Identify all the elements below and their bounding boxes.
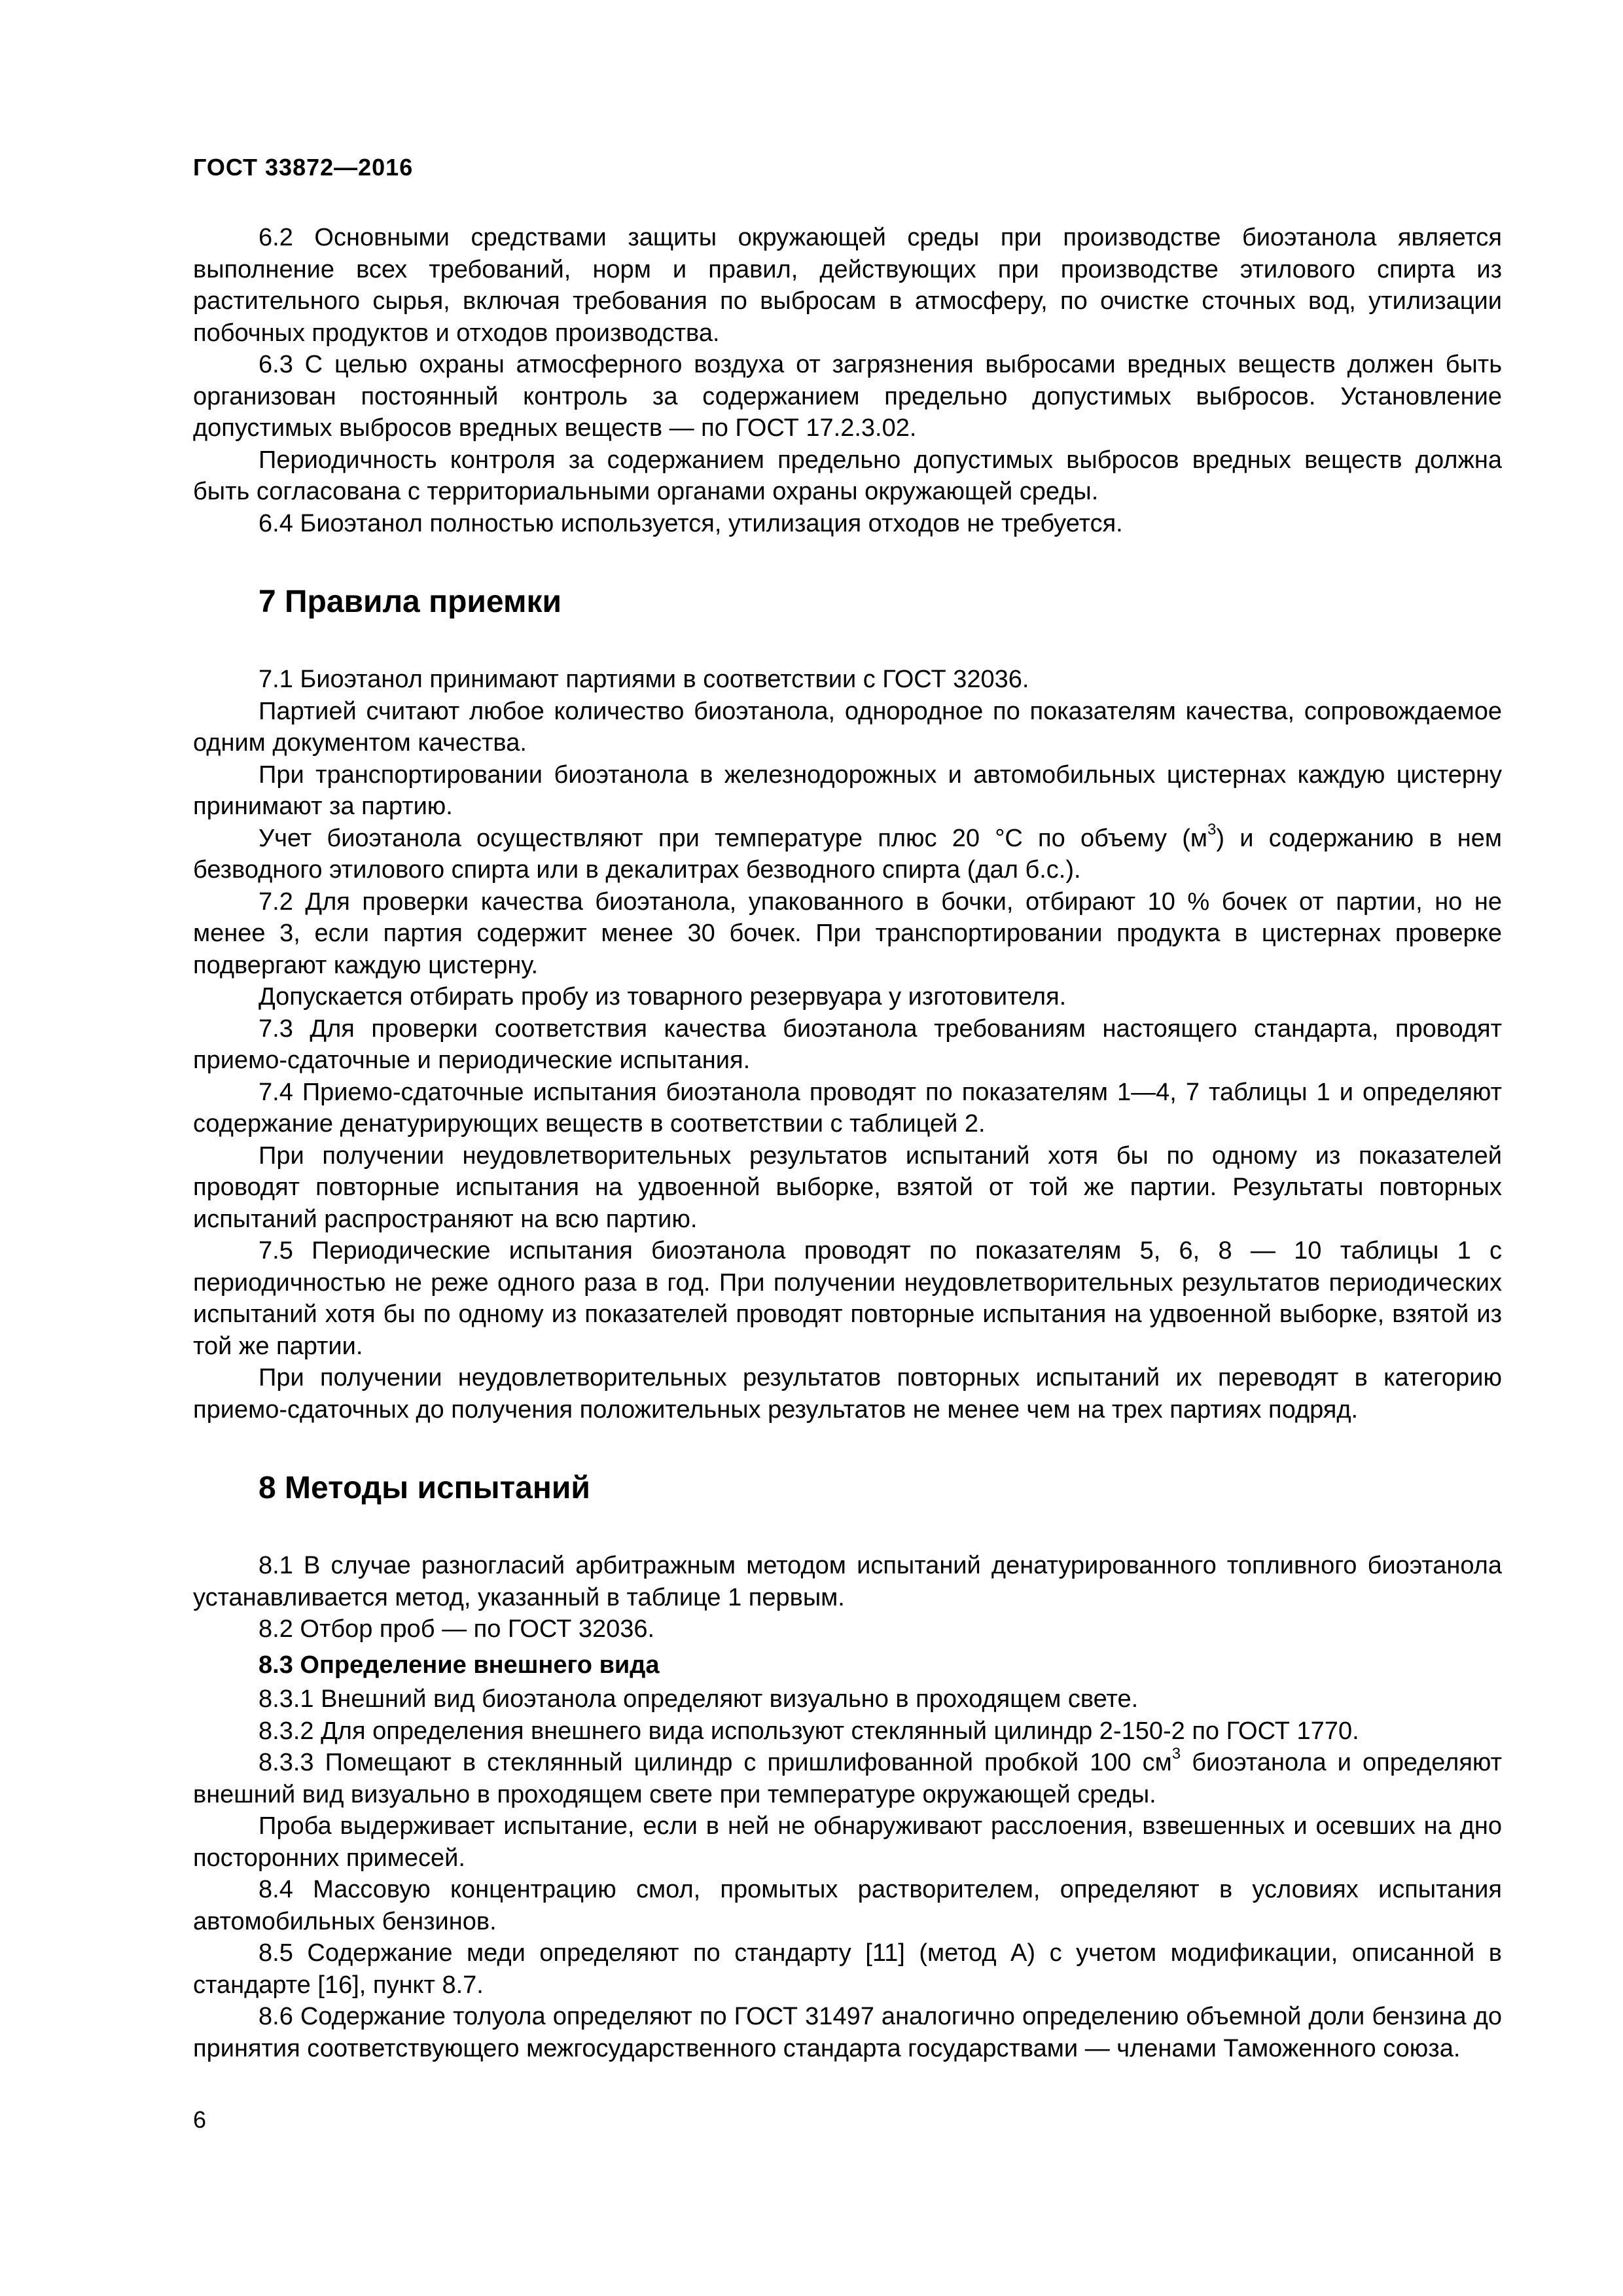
page-number: 6 xyxy=(193,2106,207,2133)
paragraph-8-6: 8.6 Содержание толуола определяют по ГОСТ 31497 аналогично определению объемной доли бензина до принятия соответствующего межгосударственного стандарта государствами — членами Таможенного союза. xyxy=(193,2003,1502,2062)
section-8-heading: 8 Методы испытаний xyxy=(259,1471,590,1505)
paragraph-7-2: 7.2 Для проверки качества биоэтанола, упакованного в бочки, отбирают 10 % бочек от партии, но не менее 3, если партия содержит менее 30 бочек. При транспортировании продукта в цистернах проверке подвергают каждую цистерну. xyxy=(193,888,1502,979)
paragraph-7-4: 7.4 Приемо-сдаточные испытания биоэтанола проводят по показателям 1—4, 7 таблицы 1 и определяют содержание денатурирующих веществ в соответствии с таблицей 2. xyxy=(193,1078,1502,1138)
paragraph-8-3-3: 8.3.3 Помещают в стеклянный цилиндр с пришлифованной пробкой 100 $см^3$ биоэтанола и определяют внешний вид визуально в проходящем свете при температуре окружающей среды. xyxy=(193,1745,1503,1808)
subsection-8-3-heading: 8.3 Определение внешнего вида xyxy=(259,1651,660,1679)
paragraph-7-1-tanks: При транспортировании биоэтанола в железнодорожных и автомобильных цистернах каждую цистерну принимают за партию. xyxy=(193,761,1502,820)
paragraph-8-3-1: 8.3.1 Внешний вид биоэтанола определяют визуально в проходящем свете. xyxy=(259,1685,1139,1713)
paragraph-6-3-periodicity: Периодичность контроля за содержанием предельно допустимых выбросов вредных веществ должна быть согласована с территориальными органами охраны окружающей среды. xyxy=(193,446,1502,505)
paragraph-8-3-2: 8.3.2 Для определения внешнего вида используют стеклянный цилиндр 2-150-2 по ГОСТ 1770. xyxy=(259,1717,1359,1745)
paragraph-7-5: 7.5 Периодические испытания биоэтанола проводят по показателям 5, 6, 8 — 10 таблицы 1 с периодичностью не реже одного раза в год. При получении неудовлетворительных результатов периодических испытаний хотя бы по одному из показателей проводят повторные испытания на удвоенной выборке, взятой из той же партии. xyxy=(193,1237,1502,1360)
paragraph-8-5: 8.5 Содержание меди определяют по стандарту [11] (метод А) с учетом модификации, описанной в стандарте [16], пункт 8.7. xyxy=(193,1939,1502,1999)
paragraph-8-2: 8.2 Отбор проб — по ГОСТ 32036. xyxy=(259,1615,655,1643)
document-header: ГОСТ 33872—2016 xyxy=(193,154,414,181)
paragraph-6-2: 6.2 Основными средствами защиты окружающей среды при производстве биоэтанола является выполнение всех требований, норм и правил, действующих при производстве этилового спирта из растительного сырья, включая требования по выбросам в атмосферу, по очистке сточных вод, утилизации побочных продуктов и отходов производства. xyxy=(193,224,1502,347)
paragraph-7-1: 7.1 Биоэтанол принимают партиями в соответствии с ГОСТ 32036. xyxy=(259,666,1029,693)
paragraph-7-3: 7.3 Для проверки соответствия качества биоэтанола требованиям настоящего стандарта, проводят приемо-сдаточные и периодические испытания. xyxy=(193,1014,1502,1074)
paragraph-7-1-batch: Партией считают любое количество биоэтанола, однородное по показателям качества, сопровождаемое одним документом качества. xyxy=(193,697,1502,757)
document-page xyxy=(193,154,1502,2064)
paragraph-7-1-accounting: Учет биоэтанола осуществляют при температуре плюс 20 °С по объему $(м^3)$ и содержанию в нем безводного этилового спирта или в декалитрах безводного спирта (дал б.с.). xyxy=(193,820,1502,884)
paragraph-6-3: 6.3 С целью охраны атмосферного воздуха от загрязнения выбросами вредных веществ должен быть организован постоянный контроль за содержанием предельно допустимых выбросов. Установление допустимых выбросов вредных веществ — по ГОСТ 17.2.3.02. xyxy=(193,351,1502,442)
paragraph-8-1: 8.1 В случае разногласий арбитражным методом испытаний денатурированного топливного биоэтанола устанавливается метод, указанный в таблице 1 первым. xyxy=(193,1552,1502,1611)
paragraph-8-4: 8.4 Массовую концентрацию смол, промытых растворителем, определяют в условиях испытания автомобильных бензинов. xyxy=(193,1876,1502,1935)
paragraph-6-4: 6.4 Биоэтанол полностью используется, утилизация отходов не требуется. xyxy=(259,509,1123,537)
paragraph-7-2-sample: Допускается отбирать пробу из товарного резервуара у изготовителя. xyxy=(259,983,1067,1011)
paragraph-8-3-3-result: Проба выдерживает испытание, если в ней не обнаруживают расслоения, взвешенных и осевших на дно посторонних примесей. xyxy=(193,1812,1502,1872)
paragraph-7-4-retest: При получении неудовлетворительных результатов испытаний хотя бы по одному из показателей проводят повторные испытания на удвоенной выборке, взятой от той же партии. Результаты повторных испытаний распространяют на всю партию. xyxy=(193,1141,1502,1233)
section-7-heading: 7 Правила приемки xyxy=(259,584,562,619)
paragraph-7-5-category: При получении неудовлетворительных результатов повторных испытаний их переводят в категорию приемо-сдаточных до получения положительных результатов не менее чем на трех партиях подряд. xyxy=(193,1364,1502,1424)
